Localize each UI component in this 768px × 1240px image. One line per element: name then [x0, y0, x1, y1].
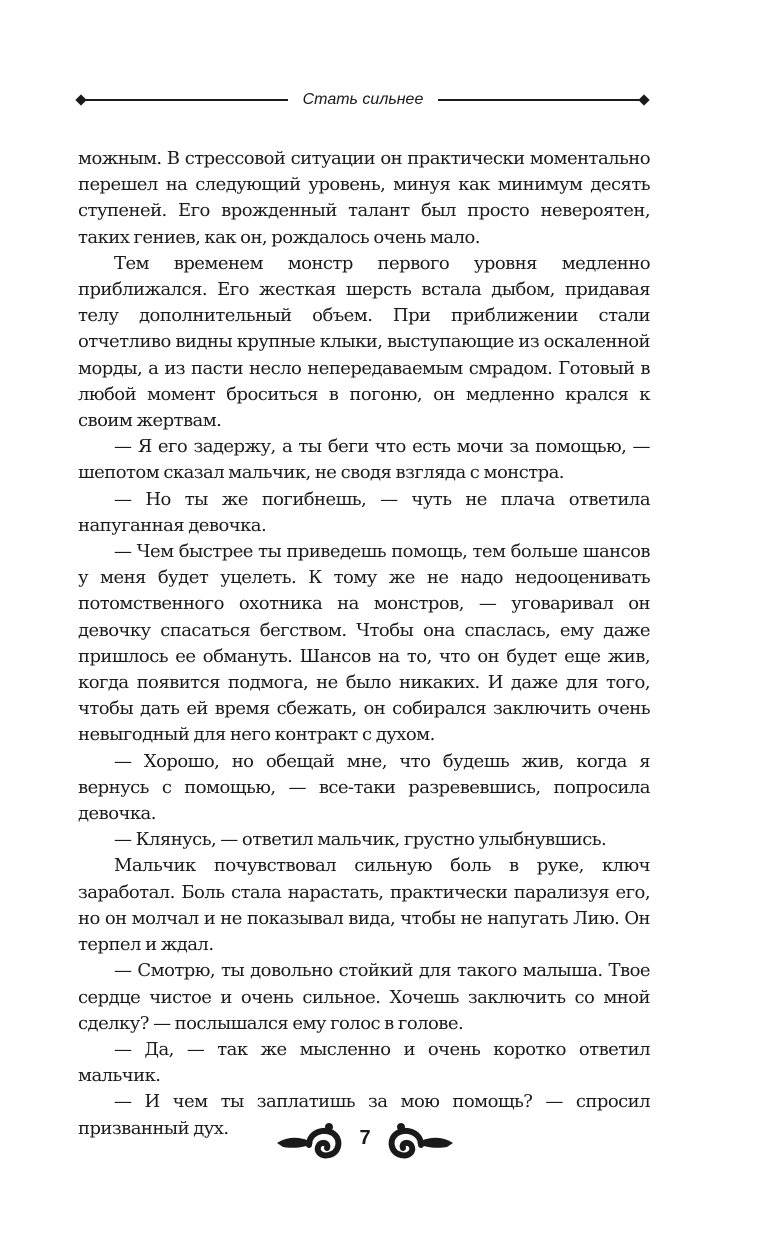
- running-header: [75, 88, 650, 112]
- page-number: 7: [359, 1127, 371, 1149]
- swirl-ornament-icon: [383, 1121, 455, 1161]
- swirl-ornament-icon: [275, 1121, 347, 1161]
- header-rule-left: [83, 99, 288, 101]
- header-dot-right: [638, 94, 649, 105]
- paragraph: Тем временем монстр первого уровня медленно приближался. Его жесткая шерсть встала дыбом, придавая телу дополнительный объем. При приближении стали отчетливо видны крупные клыки, выступающие из оскаленной морды, а из пасти несло непередаваемым смрадом. Готовый в любой момент броситься в погоню, он медленно крался к своим жертвам.: [78, 252, 650, 432]
- paragraph: — Клянусь, — ответил мальчик, грустно улыбнувшись.: [114, 829, 607, 851]
- header-rule-right: [438, 99, 642, 101]
- paragraph: — Да, — так же мысленно и очень коротко ответил мальчик.: [78, 1038, 650, 1087]
- page-folio: [275, 1118, 455, 1168]
- paragraph: можным. В стрессовой ситуации он практически моментально перешел на следующий уровень, минуя как минимум десять ступеней. Его врожденный талант был просто невероятен, таких гениев, как он, рождалось очень мало.: [78, 148, 650, 248]
- paragraph: — Хорошо, но обещай мне, что будешь жив, когда я вернусь с помощью, — все-таки разревевшись, попросила девочка.: [78, 750, 650, 825]
- paragraph: — Смотрю, ты довольно стойкий для такого малыша. Твое сердце чистое и очень сильное. Хочешь заключить со мной сделку? — послышался ему голос в голове.: [78, 960, 650, 1034]
- page-body: [78, 146, 650, 1142]
- paragraph: — Я его задержу, а ты беги что есть мочи за помощью, — шепотом сказал мальчик, не сводя взгляда с монстра.: [78, 436, 650, 484]
- page-title: Стать сильнее: [302, 91, 424, 108]
- paragraph: Мальчик почувствовал сильную боль в руке, ключ заработал. Боль стала нарастать, практически парализуя его, но он молчал и не показывал вида, чтобы не напугать Лию. Он терпел и ждал.: [78, 855, 650, 956]
- paragraph: — И чем ты заплатишь за мою помощь? — спросил призванный дух.: [78, 1091, 650, 1139]
- paragraph: — Чем быстрее ты приведешь помощь, тем больше шансов у меня будет уцелеть. К тому же не надо недооценивать потомственного охотника на монстров, — уговаривал он девочку спасаться бегством. Чтобы она спаслась, ему даже пришлось ее обмануть. Шансов на то, что он будет еще жив, когда появится подмога, не было никаких. И даже для того, чтобы дать ей время сбежать, он собирался заключить очень невыгодный для него контракт с духом.: [78, 541, 650, 746]
- paragraph: — Но ты же погибнешь, — чуть не плача ответила напуганная девочка.: [78, 488, 650, 536]
